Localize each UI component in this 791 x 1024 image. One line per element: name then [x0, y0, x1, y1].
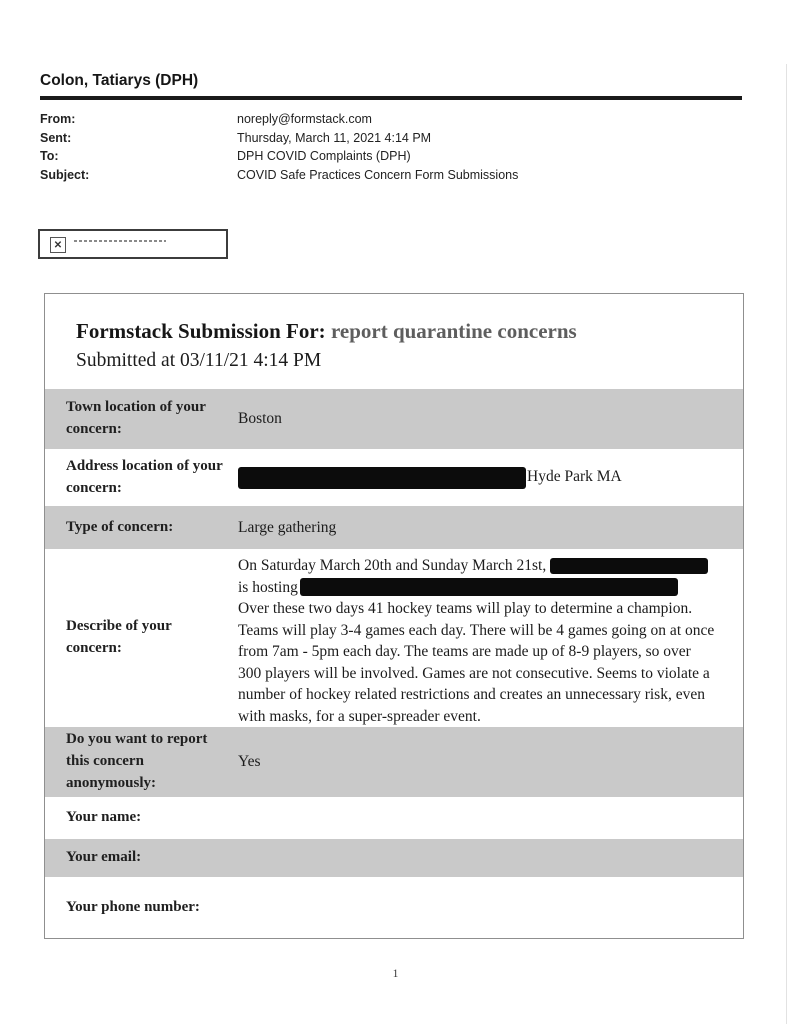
form-title-prefix: Formstack Submission For: — [76, 319, 326, 343]
anonymous-value: Yes — [238, 753, 261, 771]
describe-label: Describe of your concern: — [66, 618, 172, 656]
form-row-phone — [45, 877, 743, 938]
broken-image-x-icon: ✕ — [50, 237, 66, 253]
page-number: 1 — [392, 968, 399, 980]
describe-line2-text: is hosting — [238, 578, 298, 596]
address-value-text: Hyde Park MA — [527, 468, 622, 486]
form-row-address — [45, 449, 743, 506]
describe-line-1 — [238, 555, 715, 577]
subject-value: COVID Safe Practices Concern Form Submissions — [237, 167, 519, 182]
form-row-anonymous — [45, 727, 743, 797]
submitted-timestamp: Submitted at 03/11/21 4:14 PM — [76, 350, 322, 372]
describe-body-text: Over these two days 41 hockey teams will play to determine a champion. Teams will play 3-4 games each day. There will be 4 games going on at once from 7am - 5pm each day. The teams are made up of 8-9 players, so over 300 players will be involved. Games are not consecutive. Seems to violate a number of hockey related restrictions and creates an unnecessary risk, even with masks, for a super-spreader event. — [238, 600, 715, 725]
address-label: Address location of your concern: — [66, 457, 223, 496]
to-label: To: — [40, 149, 59, 163]
email-header-fields — [40, 112, 700, 182]
address-value — [238, 466, 743, 488]
redaction-bar — [300, 578, 678, 596]
sent-label: Sent: — [40, 130, 72, 145]
redaction-bar — [550, 558, 708, 574]
describe-line-2 — [238, 577, 715, 599]
type-value: Large gathering — [238, 518, 337, 536]
anonymous-label: Do you want to report this concern anonymously: — [66, 731, 208, 791]
your-name-label: Your name: — [66, 809, 142, 826]
form-row-town — [45, 389, 743, 449]
from-label: From: — [40, 112, 76, 126]
form-title — [76, 318, 723, 344]
form-title-name: report quarantine concerns — [330, 319, 577, 343]
town-label: Town location of your concern: — [66, 399, 206, 437]
subject-label: Subject: — [40, 167, 90, 182]
type-label: Type of concern: — [66, 518, 174, 535]
attachment-placeholder — [38, 229, 228, 259]
form-row-describe — [45, 549, 743, 727]
your-phone-label: Your phone number: — [66, 898, 200, 915]
header-divider — [40, 96, 742, 100]
sent-value: Thursday, March 11, 2021 4:14 PM — [237, 130, 432, 145]
formstack-submission-box — [44, 293, 744, 939]
scan-edge-artifact — [786, 64, 787, 1024]
form-title-block — [45, 294, 743, 389]
recipient-name: Colon, Tatiarys (DPH) — [40, 72, 199, 89]
redaction-bar — [238, 467, 526, 489]
attachment-caption-illegible — [74, 240, 166, 242]
town-value: Boston — [238, 410, 282, 428]
describe-value — [238, 549, 743, 727]
form-row-type — [45, 506, 743, 549]
your-email-label: Your email: — [66, 849, 142, 866]
form-row-email — [45, 839, 743, 877]
describe-line1-text: On Saturday March 20th and Sunday March 21st, — [238, 557, 547, 574]
form-row-name — [45, 797, 743, 839]
from-value: noreply@formstack.com — [237, 112, 372, 126]
to-value: DPH COVID Complaints (DPH) — [237, 149, 411, 163]
